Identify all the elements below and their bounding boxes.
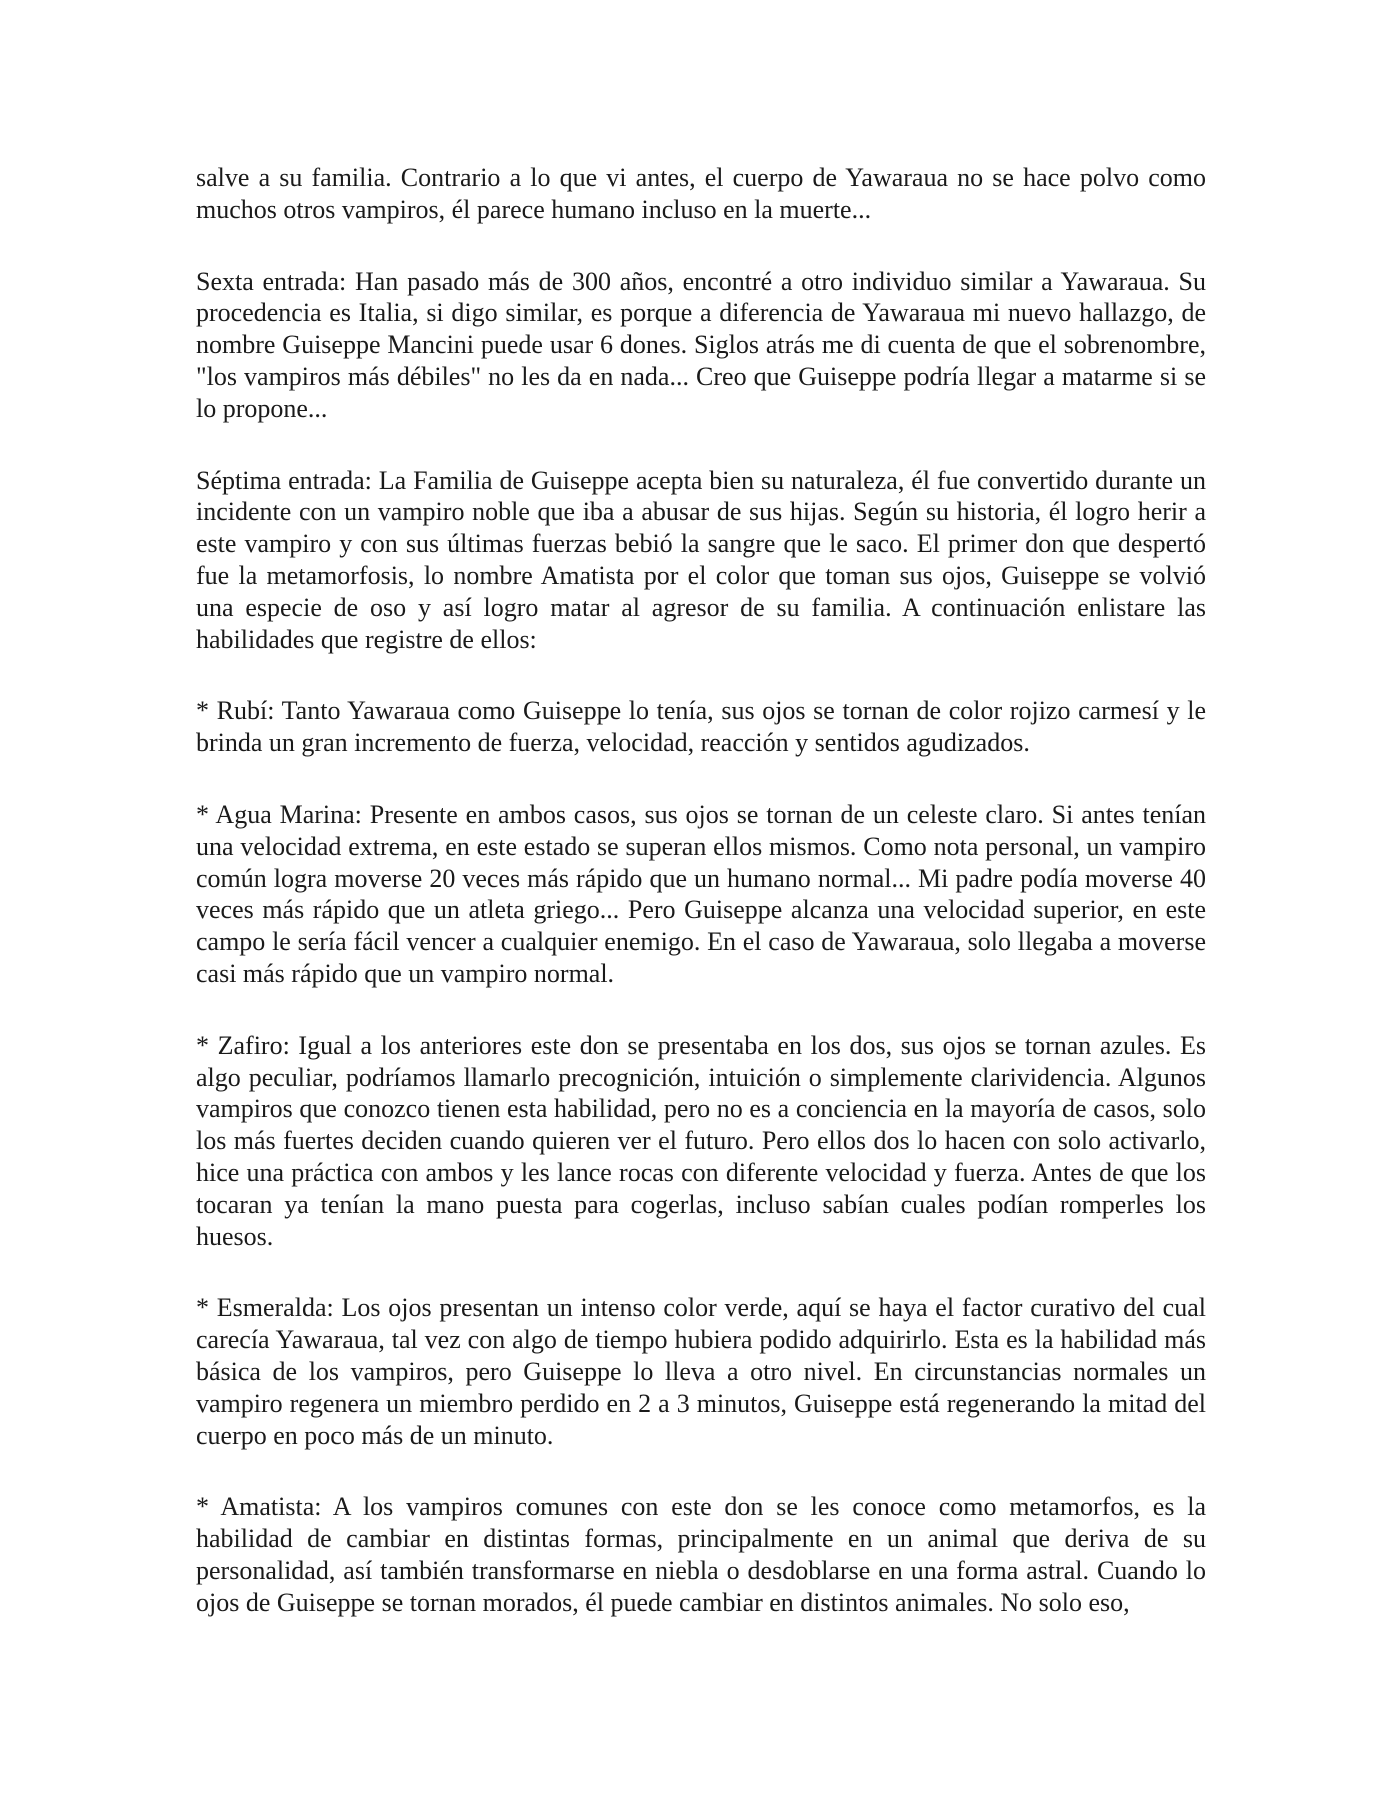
list-item-esmeralda: * Esmeralda: Los ojos presentan un intenso color verde, aquí se haya el factor curativo del cual carecía Yawaraua, tal vez con algo de tiempo hubiera podido adquirirlo. Esta es la habilidad más básica de los vampiros, pero Guiseppe lo lleva a otro nivel. En circunstancias normales un vampiro regenera un miembro perdido en 2 a 3 minutos, Guiseppe está regenerando la mitad del cuerpo en poco más de un minuto. bbox=[196, 1293, 1206, 1450]
list-item-agua-marina: * Agua Marina: Presente en ambos casos, sus ojos se tornan de un celeste claro. Si antes tenían una velocidad extrema, en este estado se superan ellos mismos. Como nota personal, un vampiro común logra moverse 20 veces más rápido que un humano normal... Mi padre podía moverse 40 veces más rápido que un atleta griego... Pero Guiseppe alcanza una velocidad superior, en este campo le sería fácil vencer a cualquier enemigo. En el caso de Yawaraua, solo llegaba a moverse casi más rápido que un vampiro normal. bbox=[196, 799, 1206, 988]
page-body bbox=[196, 162, 1206, 1658]
list-item-rubi: * Rubí: Tanto Yawaraua como Guiseppe lo tenía, sus ojos se tornan de color rojizo carmesí y le brinda un gran incremento de fuerza, velocidad, reacción y sentidos agudizados. bbox=[196, 696, 1206, 758]
paragraph-septima-entrada: Séptima entrada: La Familia de Guiseppe acepta bien su naturaleza, él fue convertido durante un incidente con un vampiro noble que iba a abusar de sus hijas. Según su historia, él logro herir a este vampiro y con sus últimas fuerzas bebió la sangre que le saco. El primer don que despertó fue la metamorfosis, lo nombre Amatista por el color que toman sus ojos, Guiseppe se volvió una especie de oso y así logro matar al agresor de su familia. A continuación enlistare las habilidades que registre de ellos: bbox=[196, 465, 1206, 654]
list-item-amatista: * Amatista: A los vampiros comunes con este don se les conoce como metamorfos, es la habilidad de cambiar en distintas formas, principalmente en un animal que deriva de su personalidad, así también transformarse en niebla o desdoblarse en una forma astral. Cuando lo ojos de Guiseppe se tornan morados, él puede cambiar en distintos animales. No solo eso, bbox=[196, 1492, 1206, 1617]
paragraph-sexta-entrada: Sexta entrada: Han pasado más de 300 años, encontré a otro individuo similar a Yawaraua. Su procedencia es Italia, si digo similar, es porque a diferencia de Yawaraua mi nuevo hallazgo, de nombre Guiseppe Mancini puede usar 6 dones. Siglos atrás me di cuenta de que el sobrenombre, "los vampiros más débiles" no les da en nada... Creo que Guiseppe podría llegar a matarme si se lo propone... bbox=[196, 266, 1206, 423]
paragraph-continuation: salve a su familia. Contrario a lo que vi antes, el cuerpo de Yawaraua no se hace polvo como muchos otros vampiros, él parece humano incluso en la muerte... bbox=[196, 163, 1206, 224]
list-item-zafiro: * Zafiro: Igual a los anteriores este don se presentaba en los dos, sus ojos se tornan azules. Es algo peculiar, podríamos llamarlo precognición, intuición o simplemente clarividencia. Algunos vampiros que conozco tienen esta habilidad, pero no es a conciencia en la mayoría de casos, solo los más fuertes deciden cuando quieren ver el futuro. Pero ellos dos lo hacen con solo activarlo, hice una práctica con ambos y les lance rocas con diferente velocidad y fuerza. Antes de que los tocaran ya tenían la mano puesta para cogerlas, incluso sabían cuales podían romperles los huesos. bbox=[196, 1030, 1206, 1251]
